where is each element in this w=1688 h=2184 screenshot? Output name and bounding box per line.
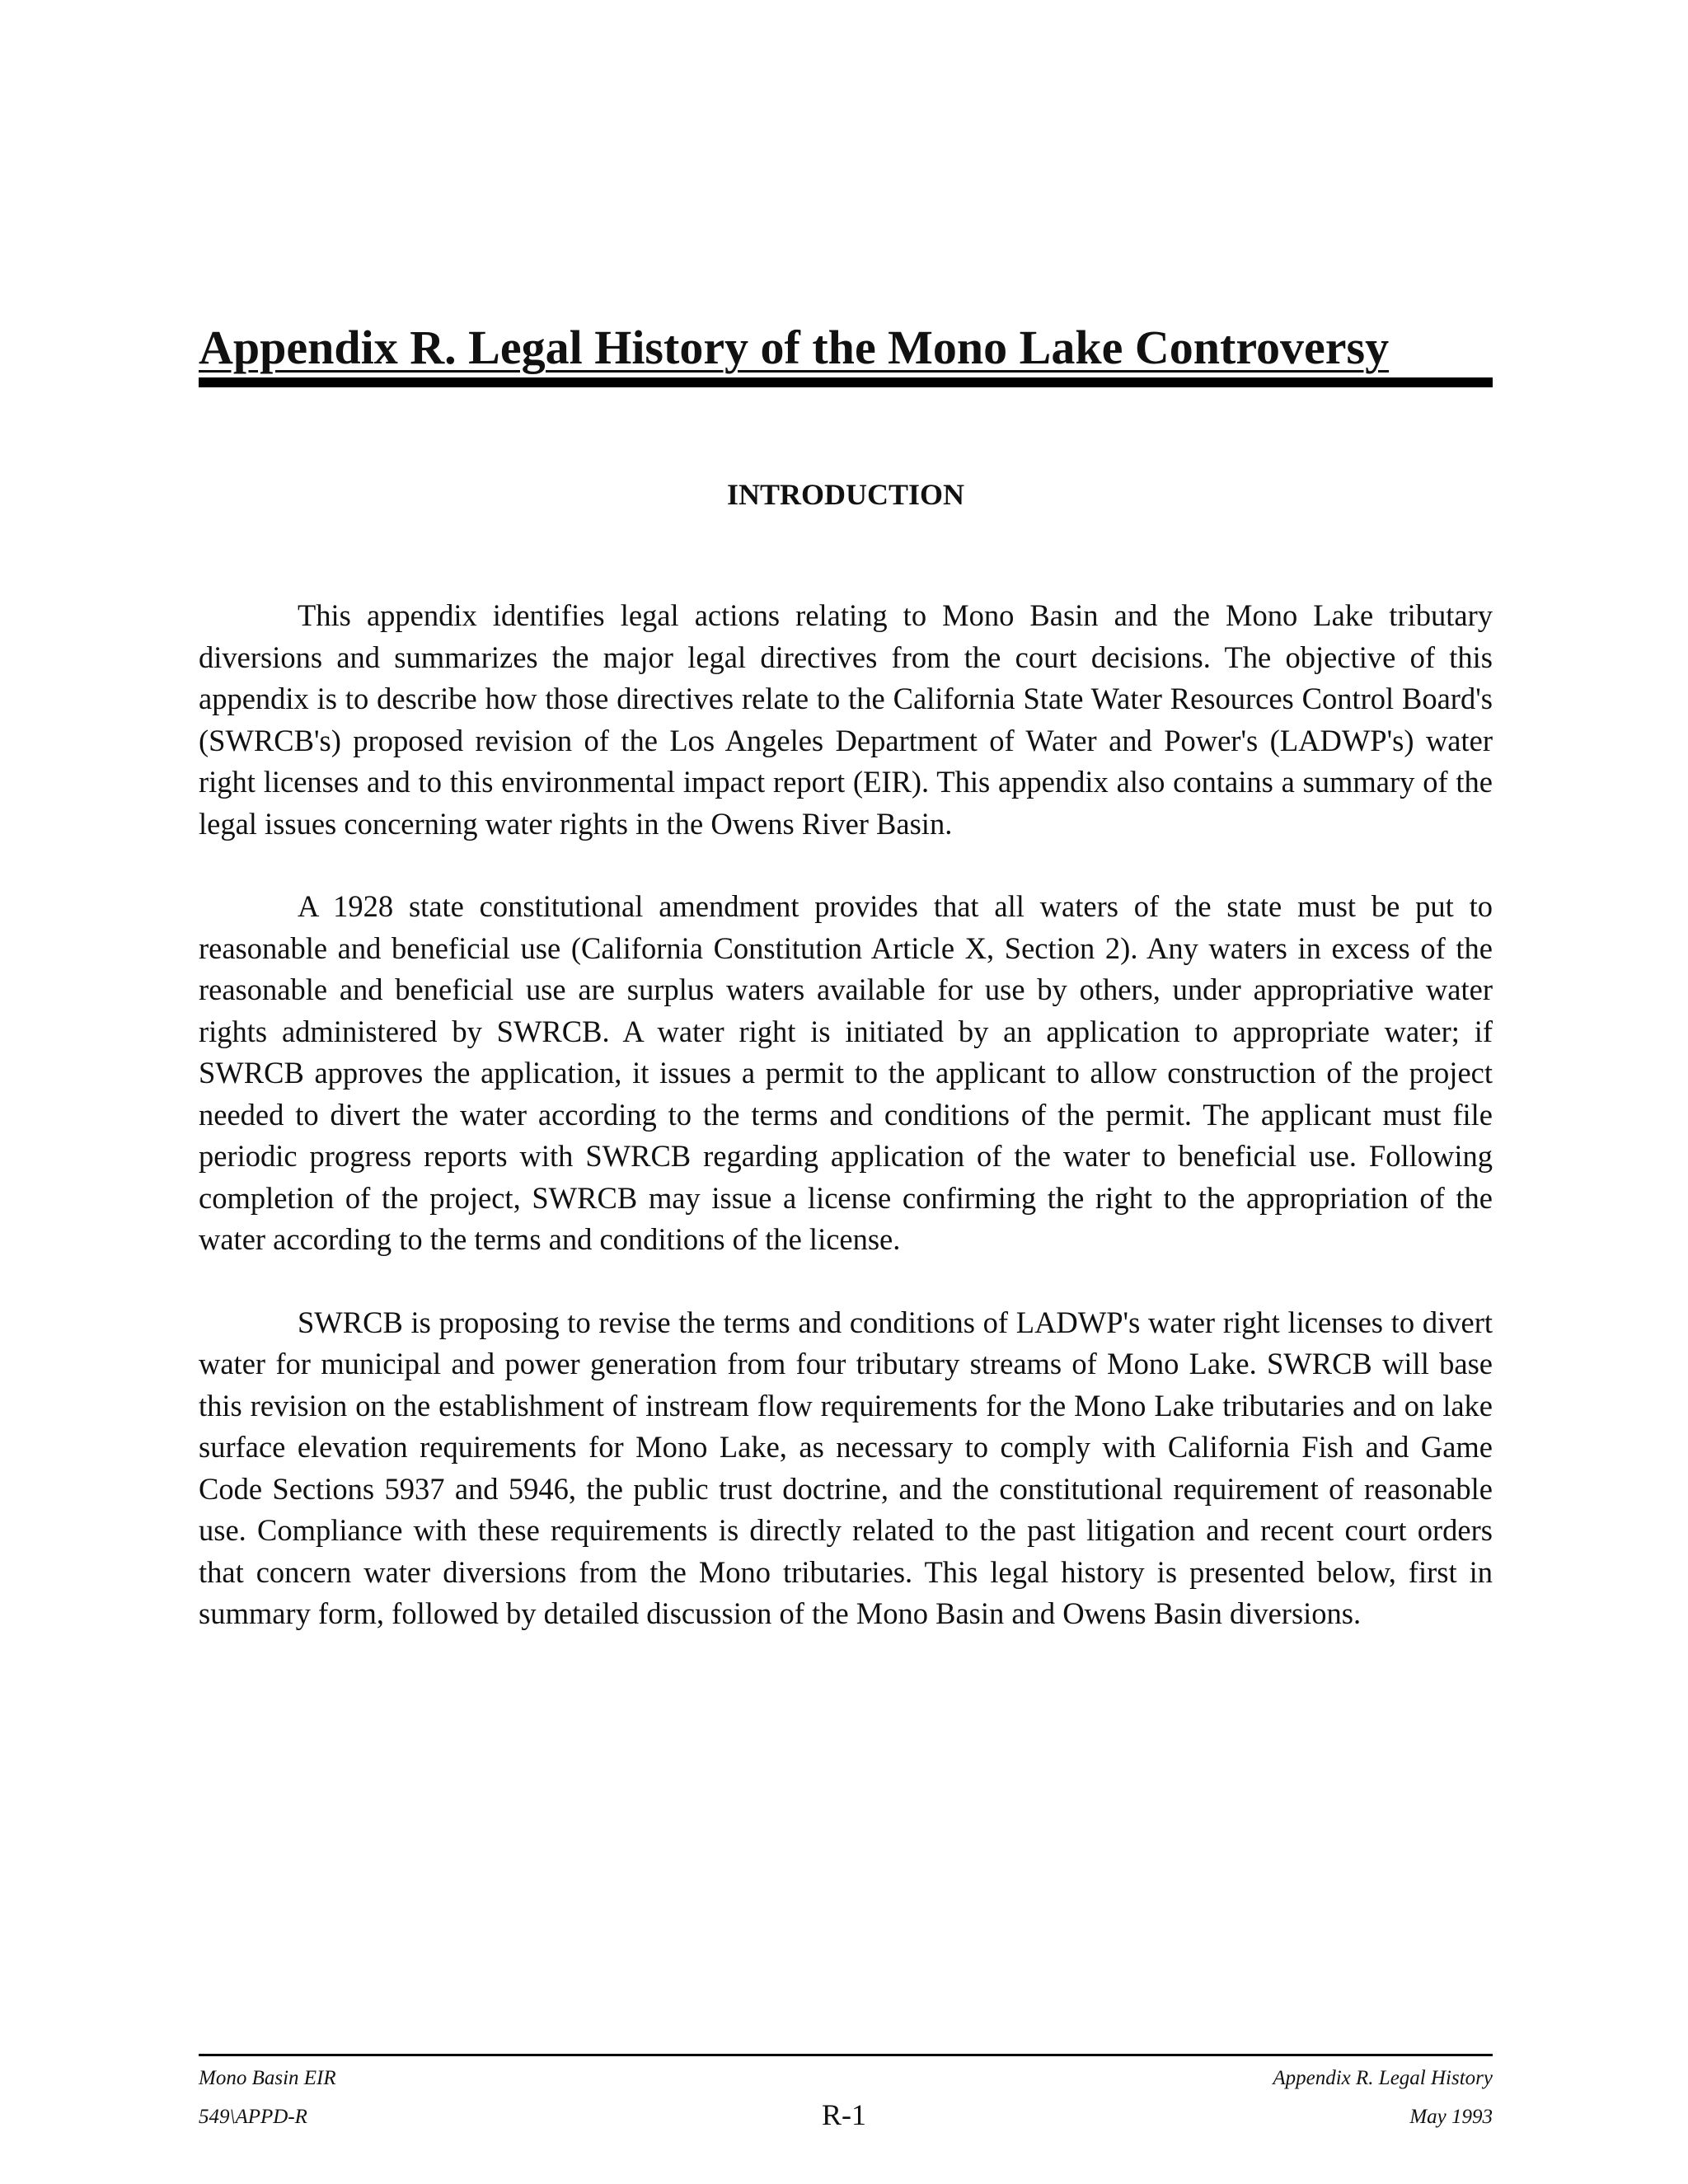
footer-rule: [199, 2054, 1493, 2056]
title-rule: [199, 377, 1493, 387]
footer-page-number: R-1: [822, 2098, 866, 2131]
footer-date: May 1993: [1409, 2106, 1493, 2128]
section-heading: INTRODUCTION: [726, 478, 965, 511]
paragraph-1: This appendix identifies legal actions relating to Mono Basin and the Mono Lake tributary diversions and summarizes the major legal directives from the court decisions. The objective of this appendix is to describe how those directives relate to the California State Water Resources Control Board's (SWRCB's) proposed revision of the Los Angeles Department of Water and Power's (LADWP's) water right licenses and to this environmental impact report (EIR). This appendix also contains a summary of the legal issues concerning water rights in the Owens River Basin.: [199, 598, 1493, 841]
body-text: [199, 595, 1493, 1676]
page-title: Appendix R. Legal History of the Mono Lake Controversy: [199, 321, 1390, 374]
footer-document-name: Mono Basin EIR: [199, 2067, 336, 2089]
footer-section-name: Appendix R. Legal History: [1273, 2067, 1493, 2089]
footer-file-code: 549\APPD-R: [199, 2106, 307, 2128]
paragraph-3: SWRCB is proposing to revise the terms and conditions of LADWP's water right licenses to divert water for municipal and power generation from four tributary streams of Mono Lake. SWRCB will base this revision on the establishment of instream flow requirements for the Mono Lake tributaries and on lake surface elevation requirements for Mono Lake, as necessary to comply with California Fish and Game Code Sections 5937 and 5946, the public trust doctrine, and the constitutional requirement of reasonable use. Compliance with these requirements is directly related to the past litigation and recent court orders that concern water diversions from the Mono tributaries. This legal history is presented below, first in summary form, followed by detailed discussion of the Mono Basin and Owens Basin diversions.: [199, 1305, 1493, 1630]
paragraph-2: A 1928 state constitutional amendment provides that all waters of the state must be put to reasonable and beneficial use (California Constitution Article X, Section 2). Any waters in excess of the reasonable and beneficial use are surplus waters available for use by others, under appropriative water rights administered by SWRCB. A water right is initiated by an application to appropriate water; if SWRCB approves the application, it issues a permit to the applicant to allow construction of the project needed to divert the water according to the terms and conditions of the permit. The applicant must file periodic progress reports with SWRCB regarding application of the water to beneficial use. Following completion of the project, SWRCB may issue a license confirming the right to the appropriation of the water according to the terms and conditions of the license.: [199, 889, 1493, 1256]
